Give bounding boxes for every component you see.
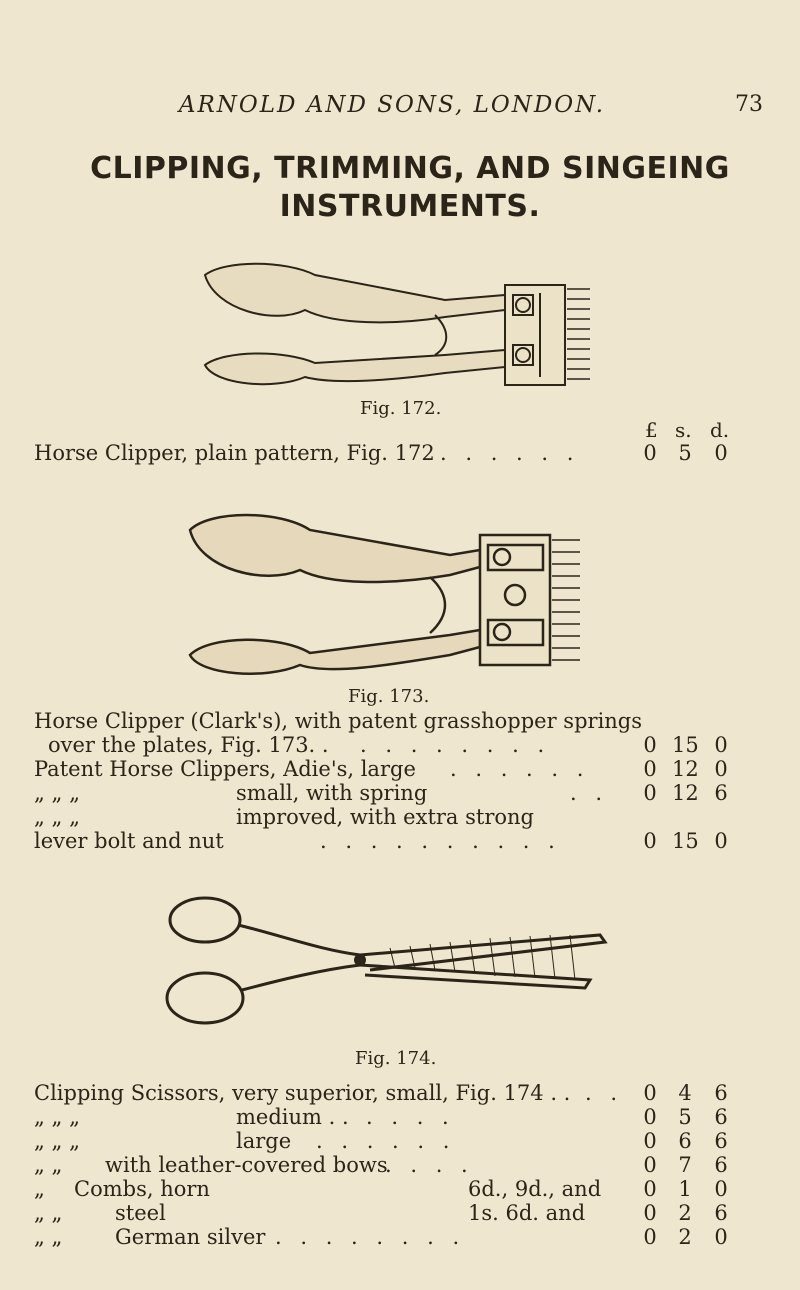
pence-header: d.	[710, 418, 730, 442]
price-pounds: 0	[643, 1129, 657, 1153]
leader-dots: . . . . . . . .	[275, 1225, 466, 1249]
title-line-2: INSTRUMENTS.	[279, 189, 541, 224]
page-title	[70, 150, 750, 226]
description-line	[30, 804, 750, 830]
fig-173-illustration	[180, 505, 600, 690]
leader-dots: . . . . . . . . . .	[320, 829, 561, 853]
price-row	[30, 1200, 750, 1226]
item-description: German silver	[115, 1225, 266, 1249]
price-row	[30, 1128, 750, 1154]
price-shillings: 2	[678, 1201, 692, 1225]
price-pence: 0	[714, 757, 728, 781]
leader-dots: . . . . . .	[316, 1129, 456, 1153]
fig-172-caption: Fig. 172.	[360, 398, 442, 419]
price-pence: 0	[714, 1225, 728, 1249]
item-description: lever bolt and nut	[34, 829, 224, 853]
price-pounds: 0	[643, 1225, 657, 1249]
item-description: Patent Horse Clippers, Adie's, large	[34, 757, 416, 781]
item-description: small, with spring	[236, 781, 428, 805]
item-description: medium . .	[236, 1105, 349, 1129]
fig-173-caption: Fig. 173.	[348, 686, 430, 707]
running-title: ARNOLD AND SONS, LONDON.	[178, 92, 606, 118]
price-row	[30, 1224, 750, 1250]
price-pounds: 0	[643, 733, 657, 757]
item-description: Horse Clipper, plain pattern, Fig. 172	[34, 441, 435, 465]
price-pence: 6	[714, 1201, 728, 1225]
price-pence: 0	[714, 733, 728, 757]
price-pounds: 0	[643, 1105, 657, 1129]
price-shillings: 5	[678, 1105, 692, 1129]
price-shillings: 15	[672, 733, 699, 757]
item-description: over the plates, Fig. 173. .	[48, 733, 329, 757]
price-pounds: 0	[643, 1153, 657, 1177]
ditto-marks: „ „	[34, 1153, 63, 1177]
price-pounds: 0	[643, 757, 657, 781]
description-line	[30, 708, 750, 734]
item-description: improved, with extra strong	[236, 805, 534, 829]
ditto-marks: „ „	[34, 1201, 63, 1225]
price-row	[30, 756, 750, 782]
page-number: 73	[735, 92, 763, 117]
leader-dots: . . . . . .	[440, 441, 580, 465]
price-pounds: 0	[643, 1177, 657, 1201]
price-pence: 6	[714, 781, 728, 805]
price-pence: 6	[714, 1105, 728, 1129]
price-pounds: 0	[643, 1201, 657, 1225]
leader-dots: . . . . . . . .	[360, 733, 551, 757]
price-shillings: 1	[678, 1177, 692, 1201]
ditto-marks: „ „ „	[34, 1105, 80, 1129]
leader-dots: . .	[585, 1081, 624, 1105]
leader-dots: . . . . . .	[450, 757, 590, 781]
fig-174-caption: Fig. 174.	[355, 1048, 437, 1069]
price-shillings: 6	[678, 1129, 692, 1153]
price-shillings: 15	[672, 829, 699, 853]
ditto-marks: „	[34, 1177, 45, 1201]
item-description: Clipping Scissors, very superior, small, Fig. 174 . .	[34, 1081, 571, 1105]
price-row	[30, 780, 750, 806]
price-row	[30, 1104, 750, 1130]
price-row	[30, 1176, 750, 1202]
price-pence: 0	[714, 1177, 728, 1201]
leader-dots: . .	[570, 781, 609, 805]
price-shillings: 7	[678, 1153, 692, 1177]
pounds-header: £	[645, 418, 658, 442]
price-row	[30, 828, 750, 854]
ditto-marks: „ „ „	[34, 805, 80, 829]
price-pence: 6	[714, 1081, 728, 1105]
price-pence: 0	[714, 441, 728, 465]
title-line-1: CLIPPING, TRIMMING, AND SINGEING	[90, 151, 730, 186]
item-description: Combs, horn	[74, 1177, 210, 1201]
price-shillings: 12	[672, 781, 699, 805]
price-row	[30, 732, 750, 758]
price-row	[30, 1152, 750, 1178]
price-pounds: 0	[643, 1081, 657, 1105]
ditto-marks: „ „	[34, 1225, 63, 1249]
price-pounds: 0	[643, 829, 657, 853]
price-shillings: 2	[678, 1225, 692, 1249]
price-pounds: 0	[643, 781, 657, 805]
price-shillings: 12	[672, 757, 699, 781]
price-pence: 6	[714, 1129, 728, 1153]
price-pence: 0	[714, 829, 728, 853]
price-row	[30, 1080, 750, 1106]
ditto-marks: „ „ „	[34, 781, 80, 805]
leader-dots: . . . .	[385, 1153, 474, 1177]
price-pence: 6	[714, 1153, 728, 1177]
price-shillings: 5	[678, 441, 692, 465]
item-description: large	[236, 1129, 292, 1153]
leader-dots: . . . .	[366, 1105, 455, 1129]
ditto-marks: „ „ „	[34, 1129, 80, 1153]
item-description: with leather-covered bows	[105, 1153, 388, 1177]
shillings-header: s.	[675, 418, 692, 442]
price-pounds: 0	[643, 441, 657, 465]
fig-174-illustration	[160, 880, 620, 1040]
price-shillings: 4	[678, 1081, 692, 1105]
item-description: Horse Clipper (Clark's), with patent grasshopper springs	[34, 709, 643, 733]
fig-172-illustration	[195, 255, 605, 405]
price-row	[30, 440, 750, 466]
alternative-prices: 1s. 6d. and	[468, 1201, 586, 1225]
alternative-prices: 6d., 9d., and	[468, 1177, 602, 1201]
item-description: steel	[115, 1201, 166, 1225]
